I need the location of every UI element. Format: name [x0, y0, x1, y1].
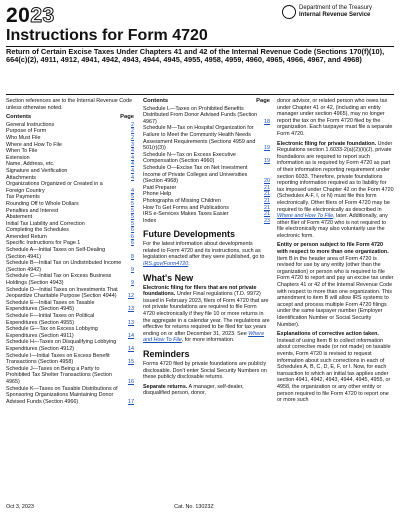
toc-header: [143, 98, 270, 105]
toc-entry-page[interactable]: 5: [131, 214, 134, 221]
toc-entry-page[interactable]: 4: [131, 154, 134, 161]
toc-entry-title: Where and How To File: [6, 141, 62, 148]
toc-entry-title: Name, Address, etc.: [6, 161, 55, 168]
toc-entry-title: Schedule O—Excise Tax on Net Investment Income of Private Colleges and Universities (Section 4968): [143, 164, 248, 185]
toc-entry[interactable]: [6, 326, 134, 339]
toc-entry-title: Schedule H—Taxes on Disqualifying Lobbying Expenditures (Section 4912): [6, 339, 117, 352]
toc-entry[interactable]: [143, 125, 270, 151]
toc-entry[interactable]: [143, 205, 270, 212]
electronic-filing-text: Electronic filing for private foundation. Under Regulations section 1.6033-2(a)(2)(ii)(J), private foundations are required to report such information as is required by Form 4720 as part of their information reporting requirement under section 6033. Therefore, private foundations reporting information required as to liability for tax imposed under Chapter 42 on the Form 4720 (Schedules A-F, I, or N) must file this form electronically. Other filers of Form 4720 may be required to file electronically as described in Where and How To File, later. Additionally, any other filer of Form 4720 who is not required to file electronically may also voluntarily use the electronic form.: [277, 140, 394, 239]
toc-entry-title: How To Get Forms and Publications: [143, 204, 229, 211]
toc-entry-page[interactable]: 17: [128, 398, 134, 405]
toc-entry[interactable]: [6, 161, 134, 168]
toc-entry-page[interactable]: 21: [264, 184, 270, 191]
agency-block: [282, 5, 392, 19]
toc-entry[interactable]: [143, 165, 270, 185]
toc-entry[interactable]: [6, 240, 134, 247]
toc-entry[interactable]: [6, 221, 134, 228]
corrective-action-text: Explanations of corrective action taken. Instead of using Item B to collect information about corrective made (or not made) on taxable events, Form 4720 is revised to request information about such corrections in each of Schedules A, B, C, D, E, F, or I. Now, for each transaction to which an initial tax applies under section 4941, 4942, 4943, 4944, 4945, 4955, or 4958, the organization or any other entity or person required to file Form 4720 to report one or more such: [277, 331, 391, 404]
toc-entry-page[interactable]: 18: [264, 118, 270, 125]
toc-entry[interactable]: [6, 247, 134, 260]
toc-entry[interactable]: [6, 122, 134, 129]
contents-label: Contents: [143, 98, 169, 104]
toc-entry[interactable]: [6, 366, 134, 386]
toc-entry-page[interactable]: 5: [131, 220, 134, 227]
toc-entry[interactable]: [143, 185, 270, 192]
toc-entry-title: Abatement: [6, 214, 33, 221]
toc-entry[interactable]: [6, 386, 134, 406]
toc-entry-page[interactable]: 21: [264, 197, 270, 204]
toc-entry-title: Schedule M—Tax on Hospital Organization for Failure to Meet the Community Health Needs Assessment Requirements (Sections 4959 and 501(r)(3)): [143, 125, 256, 152]
toc-entry-title: General Instructions: [6, 121, 55, 128]
toc-entry-title: Schedule F—Initial Taxes on Political Expenditures (Section 4955): [6, 313, 95, 326]
toc-entry-title: Schedule G—Tax on Excess Lobbying Expenditures (Section 4911): [6, 326, 98, 339]
whats-new-heading: What's New: [143, 272, 194, 283]
toc-entry-page[interactable]: 5: [131, 194, 134, 201]
toc-entry-title: Paid Preparer: [143, 184, 177, 191]
toc-entry[interactable]: [6, 168, 134, 175]
revision-date: Oct 3, 2023: [6, 504, 34, 510]
year-suffix: 23: [30, 4, 55, 27]
toc-entry[interactable]: [143, 211, 270, 218]
separate-returns-continued: donor advisor, or related person who owes tax under Chapter 41 or 42, (including an entity manager under section 4965), may no longer report the tax on the Form 4720 filed by the organization. Each taxpayer must file a separate Form 4720.: [277, 98, 393, 137]
toc-entry-page[interactable]: 20: [264, 178, 270, 185]
where-how-file-link-2[interactable]: Where and How To File: [277, 213, 334, 220]
toc-entry-page[interactable]: 13: [128, 306, 134, 313]
toc-entry-page[interactable]: 6: [131, 227, 134, 234]
toc-entry[interactable]: [6, 353, 134, 366]
toc-entry-title: Schedule I—Initial Taxes on Excess Benefit Transactions (Section 4958): [6, 352, 110, 366]
toc-entry-title: Completing the Schedules: [6, 227, 69, 234]
toc-entry-title: Tax Payments: [6, 194, 40, 201]
page-footer: [6, 504, 394, 510]
toc-list: [143, 106, 270, 225]
toc-entry-title: Signature and Verification: [6, 167, 68, 174]
toc-entry-title: Purpose of Form: [6, 128, 47, 135]
toc-entry[interactable]: [143, 106, 270, 126]
toc-entry-title: Schedule J—Taxes on Being a Party to Prohibited Tax Shelter Transactions (Section 4965): [6, 365, 112, 385]
toc-entry[interactable]: [6, 201, 134, 208]
toc-entry-title: Index: [143, 217, 157, 224]
toc-entry[interactable]: [6, 339, 134, 352]
toc-entry-page[interactable]: 23: [264, 217, 270, 224]
toc-entry[interactable]: [143, 218, 270, 225]
toc-entry-page[interactable]: 4: [131, 174, 134, 181]
column-3: [277, 98, 394, 407]
toc-entry-page[interactable]: 4: [131, 161, 134, 168]
toc-entry-title: Photographs of Missing Children: [143, 197, 221, 204]
section-reference-note: Section references are to the Internal Revenue Code unless otherwise noted.: [6, 98, 133, 111]
toc-entry-title: Schedule N—Tax on Excess Executive Compensation (Section 4960): [143, 151, 236, 165]
toc-entry-page[interactable]: 2: [131, 121, 134, 128]
toc-entry-page[interactable]: 6: [131, 233, 134, 240]
toc-entry-page[interactable]: 13: [128, 319, 134, 326]
toc-entry-page[interactable]: 2: [131, 134, 134, 141]
toc-entry-page[interactable]: 4: [131, 167, 134, 174]
toc-entry-page[interactable]: 19: [264, 145, 270, 152]
toc-entry-page[interactable]: 21: [264, 204, 270, 211]
toc-entry-title: Specific Instructions for Page 1: [6, 240, 81, 247]
toc-entry-title: Initial Tax Liability and Correction: [6, 220, 85, 227]
page-label: Page: [256, 98, 270, 104]
toc-entry-title: Rounding Off to Whole Dollars: [6, 200, 79, 207]
future-developments-text: For the latest information about developments related to Form 4720 and its instructions, such as legislation enacted after they were published, go to IRS.gov/Form4720.: [143, 241, 265, 268]
treasury-seal-icon: [282, 5, 296, 19]
toc-entry-title: Penalties and Interest: [6, 207, 59, 214]
toc-entry-title: Who Must File: [6, 134, 41, 141]
toc-entry[interactable]: [143, 152, 270, 165]
form-year: [6, 4, 55, 28]
toc-entry-title: Organizations Organized or Created in a Foreign Country: [6, 181, 103, 194]
toc-entry-page[interactable]: 4: [131, 187, 134, 194]
toc-entry-page[interactable]: 14: [128, 332, 134, 339]
whats-new-text: Electronic filing for filers that are not private foundations. Under Final regulations (T.D. 9972) issued in February 2023, filers of Form 4720 that are not private foundations are required to file Form 4720 electronically if they file 10 or more returns in the aggregate in a calendar year. The regulations are effective for returns required to be filed for tax years ending on or after December 31, 2023. See Where and How To File, for more information.: [143, 284, 270, 344]
toc-entry[interactable]: [6, 227, 134, 234]
toc-entry[interactable]: [6, 135, 134, 142]
column-2: [143, 98, 270, 400]
where-how-file-link[interactable]: Where and How To File: [143, 330, 265, 344]
toc-entry-title: Schedule C—Initial Tax on Excess Business Holdings (Section 4943): [6, 273, 112, 287]
toc-entry-page[interactable]: 6: [131, 240, 134, 247]
toc-entry-title: Attachments: [6, 174, 36, 181]
reminders-heading: Reminders: [143, 349, 190, 359]
toc-entry-title: IRS e-Services Makes Taxes Easier: [143, 211, 229, 218]
toc-entry[interactable]: [6, 128, 134, 135]
toc-entry[interactable]: [6, 287, 134, 300]
agency-department: Department of the Treasury: [299, 5, 373, 11]
contents-label: Contents: [6, 114, 32, 121]
toc-entry-title: Extension: [6, 154, 30, 161]
separate-returns-text: Separate returns. A manager, self-dealer, disqualified person, donor,: [143, 383, 244, 397]
entity-filing-text: Entity or person subject to file Form 4720 with respect to more than one organization. Item B in the header area of Form 4720 is revised for use by any entity (other than the organization) or person who is required to file Form 4720 to report and pay an excise tax under Chapters 41 or 42 of the Internal Revenue Code with respect to more than one organization. This amendment to item B will allow IRS systems to accept and process multiple Form 4720 filings under the same taxpayer number (Employer Identification Number or Social Security Number).: [277, 242, 394, 328]
subtitle-rule: [6, 94, 394, 95]
toc-entry[interactable]: [6, 142, 134, 149]
page-title: Instructions for Form 4720: [6, 27, 208, 44]
toc-entry-page[interactable]: 9: [131, 266, 134, 273]
toc-entry[interactable]: [143, 191, 270, 198]
toc-entry-title: Schedule E—Initial Taxes on Taxable Expenditures (Section 4945): [6, 299, 95, 313]
toc-entry-title: Schedule D—Initial Taxes on Investments That Jeopardize Charitable Purpose (Section 4944): [6, 286, 118, 300]
toc-entry[interactable]: [6, 175, 134, 182]
toc-entry-page[interactable]: 21: [264, 211, 270, 218]
toc-entry-page[interactable]: 16: [128, 378, 134, 385]
toc-entry[interactable]: [6, 155, 134, 162]
toc-entry-title: Schedule L—Taxes on Prohibited Benefits Distributed From Donor Advised Funds (Section 4967): [143, 105, 258, 125]
toc-entry[interactable]: [6, 194, 134, 201]
toc-entry[interactable]: [6, 181, 134, 194]
toc-entry-page[interactable]: 2: [131, 128, 134, 135]
toc-entry[interactable]: [6, 208, 134, 215]
reminders-text: Forms 4720 filed by private foundations are publicly disclosable. Don't enter Social Security Numbers on these publicly disclosable returns.: [143, 361, 267, 381]
toc-entry-page[interactable]: 5: [131, 207, 134, 214]
toc-header: [6, 114, 134, 121]
toc-entry-title: When To File: [6, 148, 38, 155]
future-developments-heading: Future Developments: [143, 229, 236, 240]
toc-entry[interactable]: [6, 300, 134, 313]
toc-entry-page[interactable]: 14: [128, 345, 134, 352]
toc-entry[interactable]: [6, 273, 134, 286]
toc-entry-title: Phone Help: [143, 191, 172, 198]
catalog-number: Cat. No. 13023Z: [174, 504, 214, 510]
toc-list: [6, 122, 134, 406]
toc-entry[interactable]: [6, 260, 134, 273]
toc-entry-page[interactable]: 3: [131, 141, 134, 148]
toc-entry-page[interactable]: 9: [131, 280, 134, 287]
toc-entry-title: Schedule A—Initial Taxes on Self-Dealing (Section 4941): [6, 247, 106, 260]
toc-entry-page[interactable]: 21: [264, 191, 270, 198]
toc-entry[interactable]: [6, 214, 134, 221]
toc-entry-page[interactable]: 8: [131, 253, 134, 260]
agency-irs: Internal Revenue Service: [299, 12, 371, 18]
toc-entry-page[interactable]: 19: [264, 158, 270, 165]
column-1: [6, 98, 134, 405]
toc-entry[interactable]: [6, 313, 134, 326]
toc-entry-page[interactable]: 15: [128, 359, 134, 366]
toc-entry-title: Schedule B—Initial Tax on Undistributed Income (Section 4942): [6, 260, 122, 273]
page-subtitle: Return of Certain Excise Taxes Under Chapters 41 and 42 of the Internal Revenue Code (Sections 170(f)(10), 664(c)(2), 4911, 4912, 4941, 4942, 4943, 4944, 4945, 4955, 4958, 4959, 4960, 4965, 4966, 4967, and 4968): [6, 47, 385, 65]
toc-entry-page[interactable]: 4: [131, 148, 134, 155]
toc-entry[interactable]: [143, 198, 270, 205]
toc-entry-page[interactable]: 12: [128, 293, 134, 300]
irs-form4720-link[interactable]: IRS.gov/Form4720: [143, 261, 189, 268]
toc-entry[interactable]: [6, 148, 134, 155]
year-prefix: 20: [6, 4, 31, 27]
toc-entry-title: Amended Return: [6, 233, 47, 240]
toc-entry-page[interactable]: 5: [131, 200, 134, 207]
toc-entry-title: Schedule K—Taxes on Taxable Distributions of Sponsoring Organizations Maintaining Donor Advised Funds (Section 4966): [6, 385, 118, 405]
page-label: Page: [120, 114, 134, 121]
toc-entry[interactable]: [6, 234, 134, 241]
